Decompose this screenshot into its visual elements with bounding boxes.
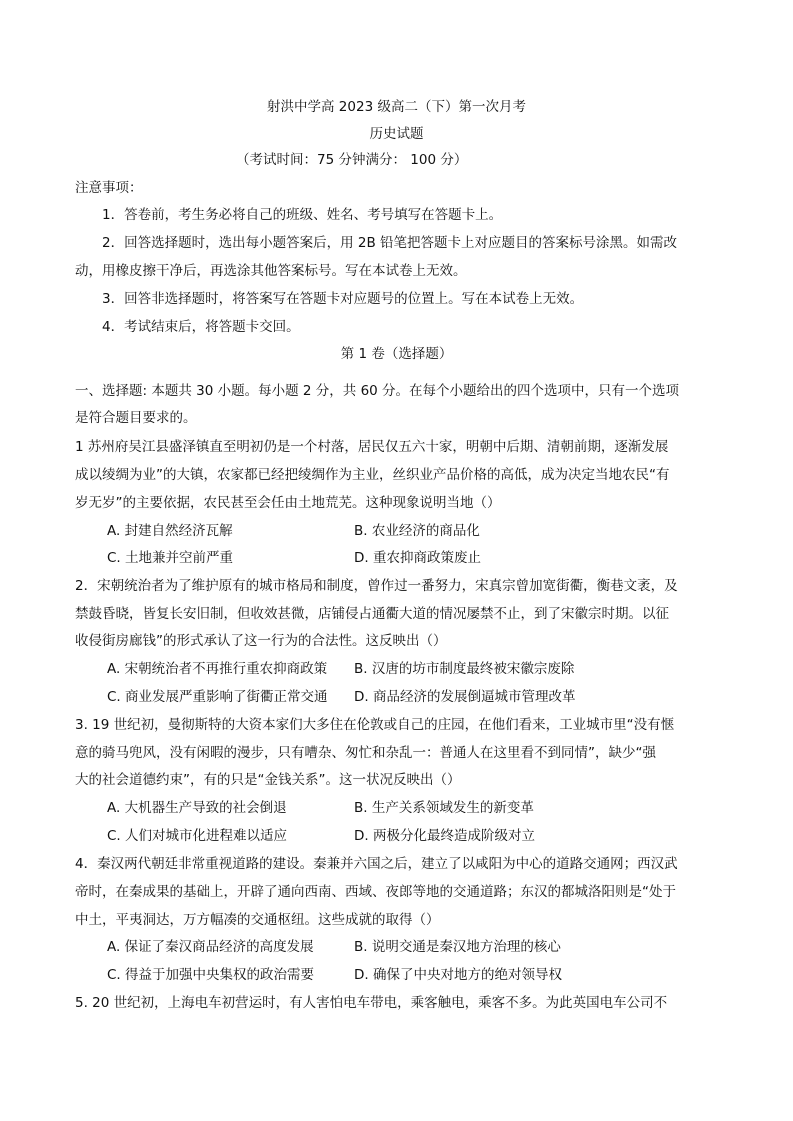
question-2-line: 2．宋朝统治者为了维护原有的城市格局和制度，曾作过一番努力，宋真宗曾加宽街衢，衡巷文袤，及: [75, 578, 678, 594]
question-3-option-a: A. 大机器生产导致的社会倒退: [107, 800, 287, 816]
question-3-option-d: D. 两极分化最终造成阶级对立: [354, 828, 535, 844]
question-3-line: 3. 19 世纪初，曼彻斯特的大资本家们大多住在伦敦或自己的庄园，在他们看来，工业城市里“没有惬: [75, 717, 675, 733]
question-1-line: 成以绫绸为业”的大镇，农家都已经把绫绸作为主业，丝织业产品价格的高低，成为决定当地农民“有: [75, 467, 670, 483]
exam-subject: 历史试题: [369, 126, 424, 142]
question-4-line: 帝时，在秦成果的基础上，开辟了通向西南、西域、夜郎等地的交通道路；东汉的都城洛阳则是“处于: [75, 884, 676, 900]
question-1-option-a: A. 封建自然经济瓦解: [107, 523, 233, 539]
question-4-option-b: B. 说明交通是秦汉地方治理的核心: [354, 939, 561, 955]
question-3-line: 意的骑马兜风，没有闲暇的漫步，只有嘈杂、匆忙和杂乱一：普通人在这里看不到同情”，缺少“强: [75, 745, 656, 761]
exam-title: 射洪中学高 2023 级高二（下）第一次月考: [267, 99, 526, 115]
notice-heading: 注意事项：: [75, 180, 143, 196]
question-2-line: 收侵街房廊钱”的形式承认了这一行为的合法性。这反映出（）: [75, 633, 447, 649]
question-4-option-d: D. 确保了中央对地方的绝对领导权: [354, 967, 562, 983]
section-intro-continued: 是符合题目要求的。: [75, 410, 197, 426]
notice-item: 3．回答非选择题时，将答案写在答题卡对应题号的位置上。写在本试卷上无效。: [102, 291, 584, 307]
question-2-option-c: C. 商业发展严重影响了街衢正常交通: [107, 689, 328, 705]
question-3-option-b: B. 生产关系领域发生的新变革: [354, 800, 534, 816]
notice-item: 4．考试结束后，将答题卡交回。: [102, 319, 300, 335]
notice-item: 1．答卷前，考生务必将自己的班级、姓名、考号填写在答题卡上。: [102, 207, 503, 223]
question-2-option-d: D. 商品经济的发展倒逼城市管理改革: [354, 689, 576, 705]
question-1-line: 岁无岁”的主要依据，农民甚至会任由土地荒芜。这种现象说明当地（）: [75, 495, 501, 511]
question-1-option-b: B. 农业经济的商品化: [354, 523, 480, 539]
section-intro: 一、选择题: 本题共 30 小题。每小题 2 分，共 60 分。在每个小题给出的四个选项中，只有一个选项: [75, 383, 680, 399]
question-4-option-c: C. 得益于加强中央集权的政治需要: [107, 967, 315, 983]
question-2-option-b: B. 汉唐的坊市制度最终被宋徽宗废除: [354, 661, 575, 677]
question-1-line: 1 苏州府吴江县盛泽镇直至明初仍是一个村落，居民仅五六十家，明朝中后期、清朝前期，逐渐发展: [75, 439, 669, 455]
question-2-line: 禁鼓昏晓，皆复长安旧制，但收效甚微，店铺侵占通衢大道的情况屡禁不止，到了宋徽宗时期。以征: [75, 606, 669, 622]
question-4-option-a: A. 保证了秦汉商品经济的高度发展: [107, 939, 314, 955]
exam-info: （考试时间：75 分钟满分： 100 分）: [236, 152, 468, 168]
question-1-option-c: C. 土地兼并空前严重: [107, 550, 234, 566]
notice-item-continued: 动，用橡皮擦干净后，再选涂其他答案标号。写在本试卷上无效。: [75, 263, 467, 279]
question-3-line: 大的社会道德约束”，有的只是“金钱关系”。这一状况反映出（）: [75, 772, 461, 788]
question-5-line: 5. 20 世纪初，上海电车初营运时，有人害怕电车带电，乘客触电，乘客不多。为此英国电车公司不: [75, 995, 668, 1011]
question-4-line: 中土，平夷洞达，万方幅凑的交通枢纽。这些成就的取得（）: [75, 912, 440, 928]
question-3-option-c: C. 人们对城市化进程难以适应: [107, 828, 288, 844]
question-2-option-a: A. 宋朝统治者不再推行重农抑商政策: [107, 661, 328, 677]
notice-item: 2．回答选择题时，选出每小题答案后，用 2B 铅笔把答题卡上对应题目的答案标号涂黑。如需改: [102, 235, 678, 251]
section-title: 第 1 卷（选择题）: [340, 346, 453, 362]
question-4-line: 4．秦汉两代朝廷非常重视道路的建设。秦兼并六国之后，建立了以咸阳为中心的道路交通网；西汉武: [75, 856, 678, 872]
question-1-option-d: D. 重农抑商政策废止: [354, 550, 481, 566]
